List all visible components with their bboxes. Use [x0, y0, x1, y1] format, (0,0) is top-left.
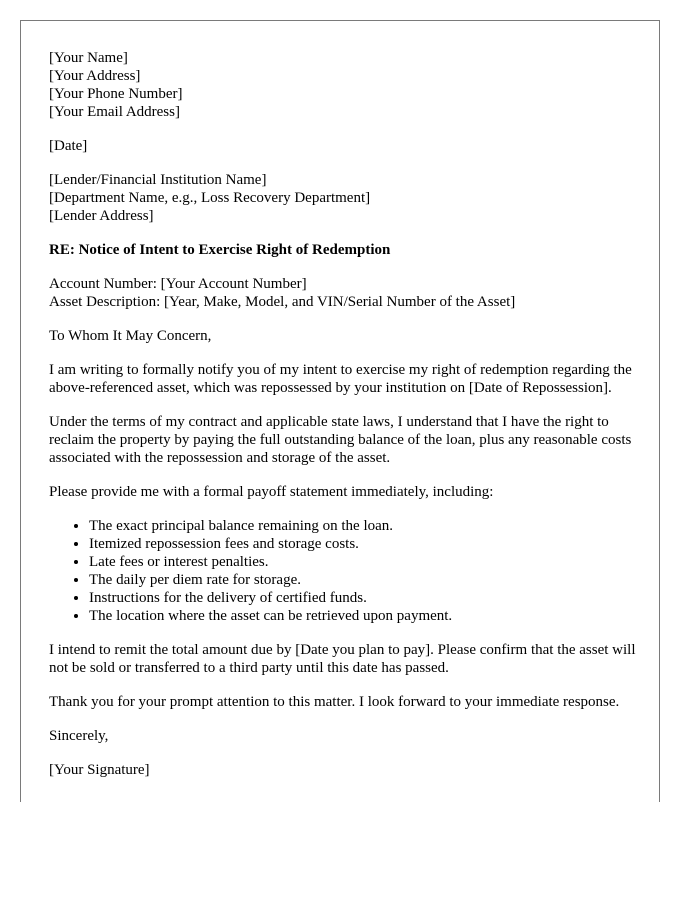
- paragraph-thanks: Thank you for your prompt attention to this matter. I look forward to your immediate response.: [49, 694, 620, 710]
- asset-description: Asset Description: [Year, Make, Model, and VIN/Serial Number of the Asset]: [49, 294, 516, 310]
- sender-block: [49, 49, 639, 121]
- recipient-block: [49, 171, 639, 225]
- paragraph-intent: I am writing to formally notify you of my intent to exercise my right of redemption regarding the above-referenced asset, which was repossessed by your institution on [Date of Repossession].: [49, 362, 632, 396]
- list-item: • Itemized repossession fees and storage costs.: [89, 535, 639, 553]
- sender-email: [Your Email Address]: [49, 104, 180, 120]
- account-number: Account Number: [Your Account Number]: [49, 276, 307, 292]
- paragraph-request: Please provide me with a formal payoff statement immediately, including:: [49, 484, 494, 500]
- recipient-institution: [Lender/Financial Institution Name]: [49, 172, 267, 188]
- account-block: [49, 275, 639, 311]
- sender-phone: [Your Phone Number]: [49, 86, 183, 102]
- valediction: Sincerely,: [49, 728, 109, 744]
- list-item: • The daily per diem rate for storage.: [89, 571, 639, 589]
- letter-body: [49, 49, 639, 795]
- paragraph-rights: Under the terms of my contract and applicable state laws, I understand that I have the right to reclaim the property by paying the full outstanding balance of the loan, plus any reasonable costs associated with the repossession and storage of the asset.: [49, 414, 632, 466]
- list-item: • The exact principal balance remaining on the loan.: [89, 517, 639, 535]
- list-item: • The location where the asset can be retrieved upon payment.: [89, 607, 639, 625]
- date-line: [Date]: [49, 138, 88, 154]
- subject-line: RE: Notice of Intent to Exercise Right of Redemption: [49, 242, 391, 258]
- sender-address: [Your Address]: [49, 68, 141, 84]
- payoff-items-list: [49, 517, 639, 625]
- paragraph-remit: I intend to remit the total amount due by [Date you plan to pay]. Please confirm that the asset will not be sold or transferred to a third party until this date has passed.: [49, 642, 636, 676]
- list-item: • Instructions for the delivery of certified funds.: [89, 589, 639, 607]
- signature-line: [Your Signature]: [49, 762, 150, 778]
- sender-name: [Your Name]: [49, 50, 128, 66]
- letter-page: [20, 20, 660, 802]
- recipient-department: [Department Name, e.g., Loss Recovery Department]: [49, 190, 371, 206]
- recipient-address: [Lender Address]: [49, 208, 154, 224]
- list-item: • Late fees or interest penalties.: [89, 553, 639, 571]
- salutation: To Whom It May Concern,: [49, 328, 212, 344]
